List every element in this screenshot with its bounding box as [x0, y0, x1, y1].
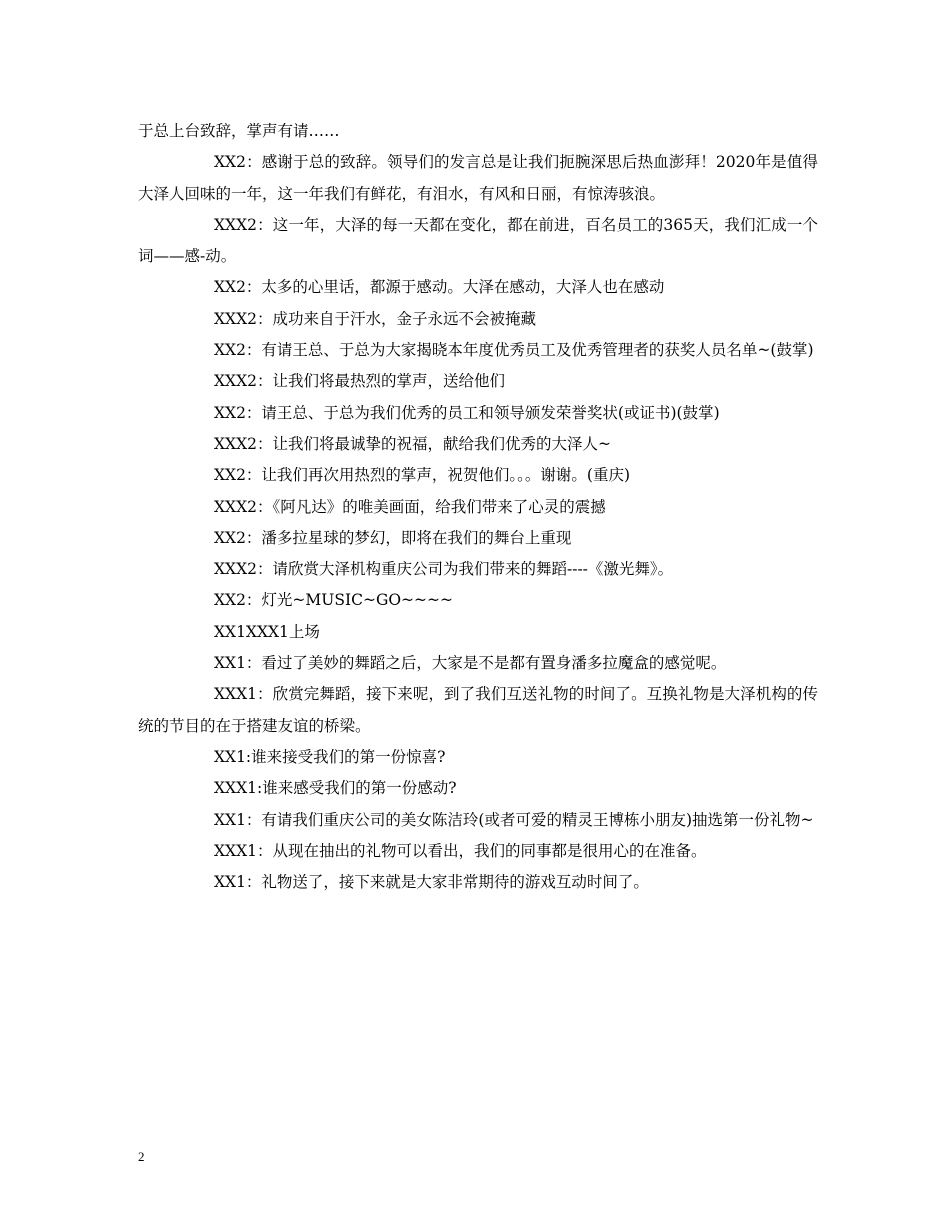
paragraph-17: XXX1：欣赏完舞蹈，接下来呢，到了我们互送礼物的时间了。互换礼物是大泽机构的传统的节目的在于搭建友谊的桥梁。 [138, 685, 818, 735]
page-number: 2 [138, 1149, 145, 1164]
paragraph-6: XX2：有请王总、于总为大家揭晓本年度优秀员工及优秀管理者的获奖人员名单~(鼓掌) [214, 341, 814, 360]
paragraph-7: XXX2：让我们将最热烈的掌声，送给他们 [214, 372, 505, 391]
paragraph-21: XXX1：从现在抽出的礼物可以看出，我们的同事都是很用心的在准备。 [214, 841, 707, 860]
paragraph-18: XX1:谁来接受我们的第一份惊喜? [214, 747, 446, 766]
paragraph-9: XXX2：让我们将最诚挚的祝福，献给我们优秀的大泽人~ [214, 434, 611, 453]
paragraph-5: XXX2：成功来自于汗水，金子永远不会被掩藏 [214, 309, 536, 328]
paragraph-10: XX2：让我们再次用热烈的掌声，祝贺他们。。。谢谢。(重庆) [214, 466, 631, 485]
paragraph-13: XXX2：请欣赏大泽机构重庆公司为我们带来的舞蹈----《激光舞》。 [214, 560, 674, 579]
paragraph-8: XX2：请王总、于总为我们优秀的员工和领导颁发荣誉奖状(或证书)(鼓掌) [214, 403, 720, 422]
paragraph-4: XX2：太多的心里话，都源于感动。大泽在感动，大泽人也在感动 [214, 278, 665, 297]
paragraph-22: XX1：礼物送了，接下来就是大家非常期待的游戏互动时间了。 [214, 873, 649, 892]
paragraph-19: XXX1:谁来感受我们的第一份感动? [214, 779, 457, 798]
paragraph-12: XX2：潘多拉星球的梦幻，即将在我们的舞台上重现 [214, 528, 572, 547]
paragraph-20: XX1：有请我们重庆公司的美女陈洁玲(或者可爱的精灵王博栋小朋友)抽选第一份礼物~ [214, 810, 814, 829]
paragraph-3: XXX2：这一年，大泽的每一天都在变化，都在前进，百名员工的365天，我们汇成一个词——感-动。 [138, 215, 818, 266]
paragraph-15: XX1XXX1上场 [214, 622, 320, 641]
paragraph-1: 于总上台致辞，掌声有请…… [138, 122, 340, 140]
paragraph-2: XX2：感谢于总的致辞。领导们的发言总是让我们扼腕深思后热血澎拜！2020年是值得大泽人回味的一年，这一年我们有鲜花，有泪水，有风和日丽，有惊涛骇浪。 [138, 153, 818, 203]
paragraph-11: XXX2：《阿凡达》的唯美画面，给我们带来了心灵的震撼 [214, 497, 606, 516]
paragraph-16: XX1：看过了美妙的舞蹈之后，大家是不是都有置身潘多拉魔盒的感觉呢。 [214, 654, 727, 673]
document-body [138, 116, 818, 898]
paragraph-14: XX2：灯光~MUSIC~GO~~~~ [214, 591, 453, 610]
